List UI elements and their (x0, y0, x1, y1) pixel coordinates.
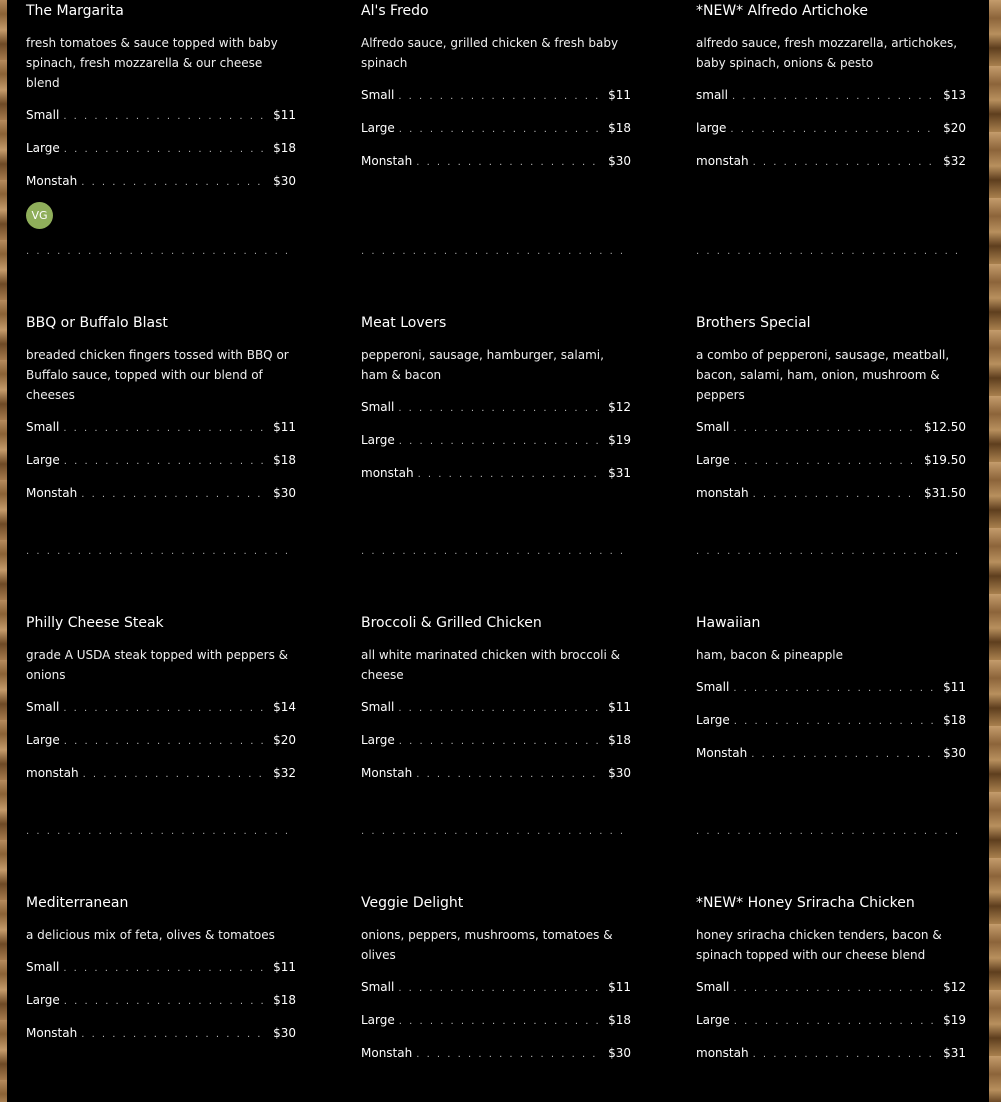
item-description: Alfredo sauce, grilled chicken & fresh baby spinach (361, 36, 619, 70)
item-name: Broccoli & Grilled Chicken (361, 615, 542, 631)
size-label: small (696, 88, 728, 102)
menu-item-meat-lovers (361, 312, 631, 497)
price-row-small (361, 398, 631, 431)
dot-leader (399, 1013, 602, 1031)
dot-leader (734, 453, 918, 471)
dot-leader (83, 766, 268, 784)
price-amount: $11 (608, 88, 631, 102)
price-amount: $19 (943, 1013, 966, 1027)
dot-leader (399, 121, 602, 139)
price-amount: $14 (273, 700, 296, 714)
vegetarian-badge: VG (26, 202, 53, 229)
price-row-monstah (26, 172, 296, 205)
item-description: pepperoni, sausage, hamburger, salami, ham & bacon (361, 348, 604, 382)
dot-leader (418, 466, 603, 484)
item-description: fresh tomatoes & sauce topped with baby spinach, fresh mozzarella & our cheese blend (26, 36, 278, 90)
size-label: Large (361, 433, 395, 447)
dot-leader (64, 453, 267, 471)
section-divider (696, 550, 966, 554)
price-amount: $11 (273, 420, 296, 434)
price-row-monstah (26, 1024, 296, 1057)
price-row-monstah (696, 1044, 966, 1077)
price-row-small (361, 978, 631, 1011)
price-row-large (361, 431, 631, 464)
item-description: a combo of pepperoni, sausage, meatball, bacon, salami, ham, onion, mushroom & peppers (696, 348, 950, 402)
section-divider (26, 830, 296, 834)
dot-leader (734, 713, 937, 731)
price-amount: $20 (273, 733, 296, 747)
price-amount: $18 (608, 121, 631, 135)
price-list (361, 86, 631, 185)
item-description: a delicious mix of feta, olives & tomatoes (26, 928, 275, 942)
price-row-large (26, 139, 296, 172)
price-amount: $30 (608, 1046, 631, 1060)
dot-leader (63, 420, 267, 438)
price-row-large (696, 711, 966, 744)
section-divider (361, 250, 631, 254)
price-amount: $11 (608, 700, 631, 714)
price-amount: $18 (273, 453, 296, 467)
size-label: Monstah (26, 174, 78, 188)
size-label: Large (696, 713, 730, 727)
price-amount: $30 (273, 486, 296, 500)
price-amount: $11 (608, 980, 631, 994)
price-amount: $30 (943, 746, 966, 760)
price-row-large (26, 451, 296, 484)
section-divider (361, 550, 631, 554)
price-row-large (361, 119, 631, 152)
dot-leader (398, 980, 602, 998)
price-row-small (696, 678, 966, 711)
price-row-large (361, 1011, 631, 1044)
price-row-small (361, 698, 631, 731)
price-amount: $18 (943, 713, 966, 727)
price-row-large (696, 451, 966, 484)
size-label: Small (361, 88, 395, 102)
dot-leader (733, 680, 937, 698)
item-name: Meat Lovers (361, 315, 447, 331)
price-amount: $18 (608, 1013, 631, 1027)
item-description: onions, peppers, mushrooms, tomatoes & olives (361, 928, 613, 962)
dot-leader (81, 486, 267, 504)
price-amount: $32 (943, 154, 966, 168)
size-label: Small (26, 108, 60, 122)
section-divider (696, 250, 966, 254)
size-label: Small (26, 960, 60, 974)
size-label: monstah (696, 1046, 749, 1060)
price-row-monstah (696, 484, 966, 517)
price-row-large (696, 119, 966, 152)
item-name: The Margarita (26, 3, 124, 19)
item-name: *NEW* Honey Sriracha Chicken (696, 895, 915, 911)
price-row-monstah (361, 764, 631, 797)
price-amount: $11 (943, 680, 966, 694)
item-description: ham, bacon & pineapple (696, 648, 844, 662)
menu-item-broccoli-grilled-chicken (361, 612, 631, 797)
menu-item-honey-sriracha-chicken (696, 892, 966, 1077)
price-list (361, 398, 631, 497)
dot-leader (416, 154, 602, 172)
price-row-small (26, 958, 296, 991)
price-amount: $12.50 (924, 420, 966, 434)
item-name: BBQ or Buffalo Blast (26, 315, 168, 331)
price-list (696, 678, 966, 777)
price-amount: $30 (608, 766, 631, 780)
size-label: Small (26, 420, 60, 434)
price-row-small (696, 418, 966, 451)
menu-item-als-fredo (361, 0, 631, 185)
price-list (696, 86, 966, 185)
menu-item-philly-cheese-steak (26, 612, 296, 797)
item-description: all white marinated chicken with broccoli & cheese (361, 648, 621, 682)
size-label: Large (696, 453, 730, 467)
price-amount: $31 (943, 1046, 966, 1060)
item-description: honey sriracha chicken tenders, bacon & spinach topped with our cheese blend (696, 928, 942, 962)
size-label: Large (26, 453, 60, 467)
price-amount: $19.50 (924, 453, 966, 467)
dot-leader (64, 141, 267, 159)
price-amount: $20 (943, 121, 966, 135)
item-description: breaded chicken fingers tossed with BBQ or Buffalo sauce, topped with our blend of cheeses (26, 348, 289, 402)
dot-leader (63, 960, 267, 978)
section-divider (26, 550, 296, 554)
dot-leader (398, 700, 602, 718)
price-row-small (696, 978, 966, 1011)
dot-leader (416, 1046, 602, 1064)
price-amount: $19 (608, 433, 631, 447)
price-amount: $11 (273, 108, 296, 122)
price-list (696, 418, 966, 517)
size-label: Large (361, 121, 395, 135)
price-row-small (26, 698, 296, 731)
menu-item-veggie-delight (361, 892, 631, 1077)
price-row-large (26, 991, 296, 1024)
dot-leader (753, 154, 938, 172)
size-label: monstah (696, 154, 749, 168)
section-divider (361, 830, 631, 834)
menu-item-bbq-buffalo-blast (26, 312, 296, 517)
size-label: monstah (696, 486, 749, 500)
price-row-large (26, 731, 296, 764)
item-name: Mediterranean (26, 895, 129, 911)
dot-leader (63, 700, 267, 718)
menu-item-brothers-special (696, 312, 966, 517)
price-list (361, 698, 631, 797)
price-row-small (361, 86, 631, 119)
price-amount: $30 (273, 1026, 296, 1040)
dot-leader (399, 733, 602, 751)
dot-leader (751, 746, 937, 764)
price-amount: $12 (943, 980, 966, 994)
size-label: Large (361, 733, 395, 747)
price-row-large (361, 731, 631, 764)
size-label: Monstah (361, 766, 413, 780)
menu-item-hawaiian (696, 612, 966, 777)
price-amount: $18 (273, 141, 296, 155)
dot-leader (81, 1026, 267, 1044)
size-label: Small (361, 400, 395, 414)
price-amount: $18 (273, 993, 296, 1007)
price-amount: $13 (943, 88, 966, 102)
price-amount: $11 (273, 960, 296, 974)
menu-item-the-margarita (26, 0, 296, 222)
price-list (26, 698, 296, 797)
size-label: Monstah (26, 486, 78, 500)
size-label: Small (361, 700, 395, 714)
price-row-monstah (696, 152, 966, 185)
size-label: Monstah (26, 1026, 78, 1040)
dot-leader (64, 993, 267, 1011)
price-row-small (696, 86, 966, 119)
dot-leader (734, 1013, 937, 1031)
item-description: grade A USDA steak topped with peppers & onions (26, 648, 288, 682)
price-row-monstah (361, 152, 631, 185)
dot-leader (398, 88, 602, 106)
item-name: Hawaiian (696, 615, 761, 631)
size-label: Small (26, 700, 60, 714)
dot-leader (81, 174, 267, 192)
size-label: monstah (26, 766, 79, 780)
price-list (26, 106, 296, 205)
menu-item-alfredo-artichoke (696, 0, 966, 185)
section-divider (26, 250, 296, 254)
section-divider (696, 830, 966, 834)
price-row-monstah (696, 744, 966, 777)
size-label: Monstah (361, 154, 413, 168)
price-amount: $31 (608, 466, 631, 480)
dot-leader (733, 420, 918, 438)
price-amount: $32 (273, 766, 296, 780)
item-name: Veggie Delight (361, 895, 464, 911)
item-name: *NEW* Alfredo Artichoke (696, 3, 869, 19)
dot-leader (416, 766, 602, 784)
size-label: Monstah (696, 746, 748, 760)
size-label: large (696, 121, 727, 135)
price-amount: $30 (273, 174, 296, 188)
item-description: alfredo sauce, fresh mozzarella, artichokes, baby spinach, onions & pesto (696, 36, 958, 70)
price-list (26, 418, 296, 517)
size-label: monstah (361, 466, 414, 480)
price-amount: $31.50 (924, 486, 966, 500)
dot-leader (732, 88, 937, 106)
size-label: Small (696, 980, 730, 994)
dot-leader (730, 121, 937, 139)
price-amount: $18 (608, 733, 631, 747)
size-label: Large (696, 1013, 730, 1027)
price-row-monstah (26, 484, 296, 517)
price-amount: $12 (608, 400, 631, 414)
size-label: Small (696, 420, 730, 434)
dot-leader (399, 433, 602, 451)
price-list (361, 978, 631, 1077)
price-amount: $30 (608, 154, 631, 168)
size-label: Monstah (361, 1046, 413, 1060)
item-name: Al's Fredo (361, 3, 429, 19)
size-label: Large (26, 733, 60, 747)
wood-border-right (989, 0, 1001, 1102)
dot-leader (753, 1046, 938, 1064)
dot-leader (63, 108, 267, 126)
size-label: Large (361, 1013, 395, 1027)
item-name: Brothers Special (696, 315, 811, 331)
price-list (26, 958, 296, 1057)
price-row-monstah (361, 464, 631, 497)
size-label: Large (26, 141, 60, 155)
size-label: Large (26, 993, 60, 1007)
dot-leader (398, 400, 602, 418)
price-row-small (26, 418, 296, 451)
price-row-small (26, 106, 296, 139)
price-row-monstah (361, 1044, 631, 1077)
size-label: Small (361, 980, 395, 994)
wood-border-left (0, 0, 7, 1102)
price-row-large (696, 1011, 966, 1044)
dot-leader (733, 980, 937, 998)
menu-item-mediterranean (26, 892, 296, 1057)
price-row-monstah (26, 764, 296, 797)
size-label: Small (696, 680, 730, 694)
dot-leader (753, 486, 918, 504)
price-list (696, 978, 966, 1077)
dot-leader (64, 733, 267, 751)
item-name: Philly Cheese Steak (26, 615, 164, 631)
